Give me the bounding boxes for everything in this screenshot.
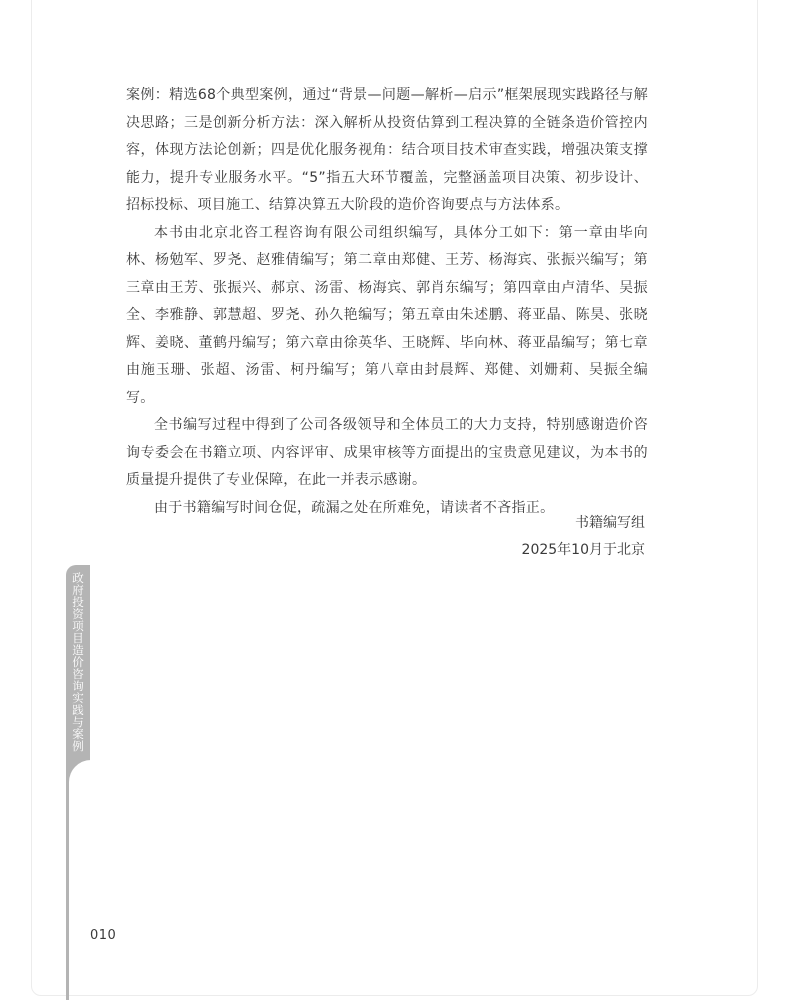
signature <box>522 510 645 564</box>
paragraph-authors: 本书由北京北咨工程咨询有限公司组织编写，具体分工如下：第一章由毕向林、杨勉军、罗尧、赵雅倩编写；第二章由郑健、王芳、杨海宾、张振兴编写；第三章由王芳、张振兴、郝京、汤雷、杨海宾、郭肖东编写；第四章由卢清华、吴振全、李雅静、郭慧超、罗尧、孙久艳编写；第五章由朱述鹏、蒋亚晶、陈昊、张晓辉、姜晓、董鹤丹编写；第六章由徐英华、王晓辉、毕向林、蒋亚晶编写；第七章由施玉珊、张超、汤雷、柯丹编写；第八章由封晨辉、郑健、刘姗莉、吴振全编写。 <box>126 224 648 406</box>
body-text <box>126 82 648 522</box>
paragraph-thanks: 全书编写过程中得到了公司各级领导和全体员工的大力支持，特别感谢造价咨询专委会在书籍立项、内容评审、成果审核等方面提出的宝贵意见建议，为本书的质量提升提供了专业保障，在此一并表示感谢。 <box>126 417 648 488</box>
signature-author: 书籍编写组 <box>575 515 645 531</box>
page-number: 010 <box>90 928 117 943</box>
signature-date: 2025年10月于北京 <box>521 542 645 558</box>
side-tab-book-title: 政府投资项目造价咨询实践与案例 <box>71 572 85 752</box>
paragraph-apology: 由于书籍编写时间仓促，疏漏之处在所难免，请读者不吝指正。 <box>154 499 555 516</box>
paragraph-cases: 案例：精选68个典型案例，通过“背景—问题—解析—启示”框架展现实践路径与解决思路；三是创新分析方法：深入解析从投资估算到工程决算的全链条造价管控内容，体现方法论创新；四是优化服务视角：结合项目技术审查实践，增强决策支撑能力，提升专业服务水平。“5”指五大环节覆盖，完整涵盖项目决策、初步设计、招标投标、项目施工、结算决算五大阶段的造价咨询要点与方法体系。 <box>126 87 648 213</box>
